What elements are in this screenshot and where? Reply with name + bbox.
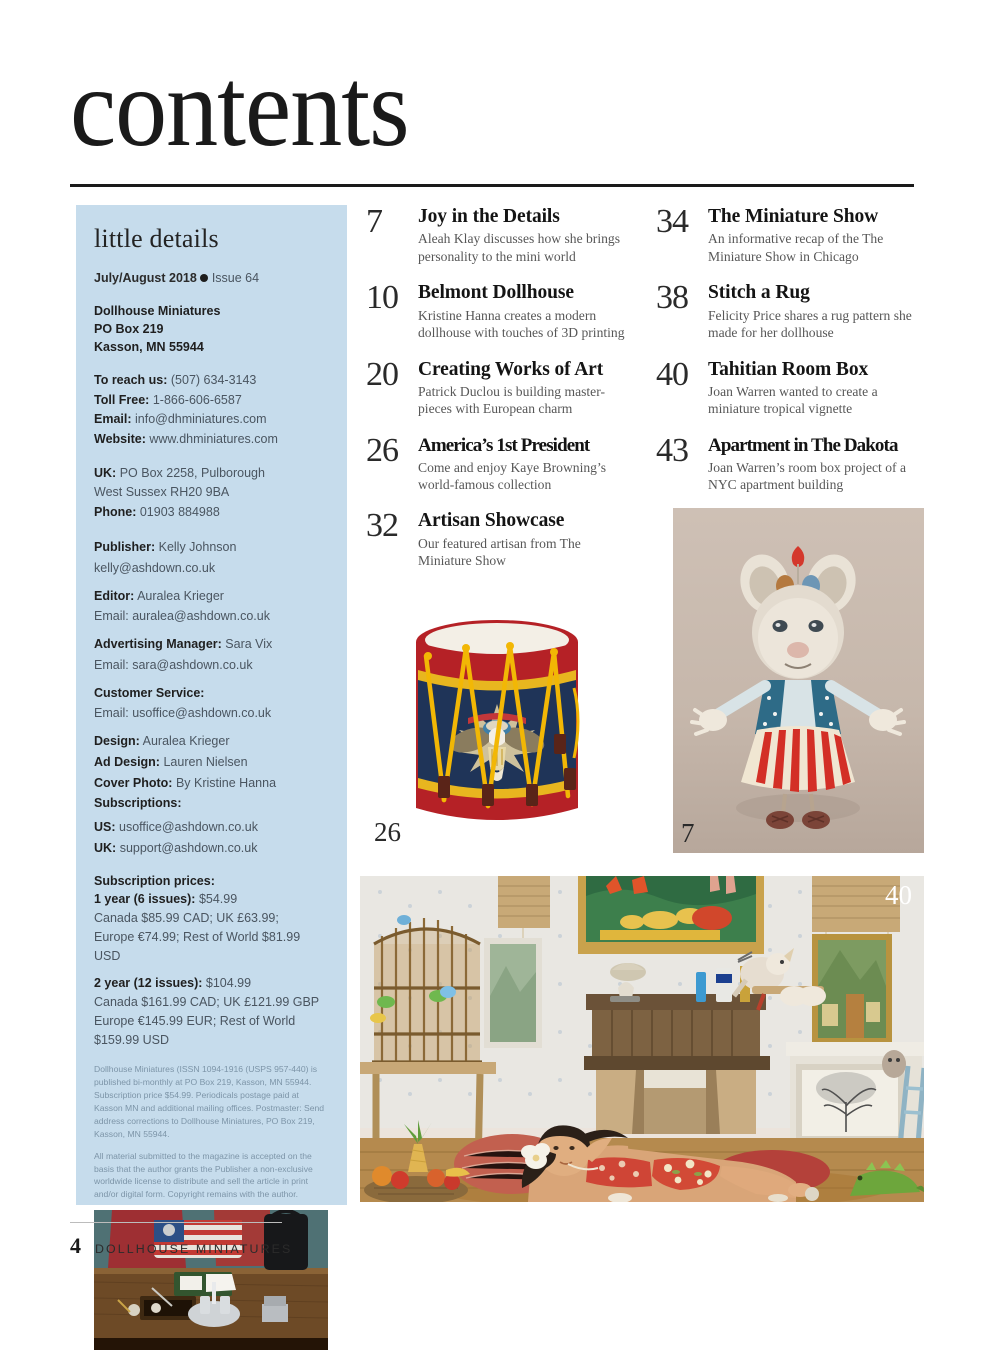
photo-label-mouse: 7 [681, 818, 695, 848]
price-group-2-year [94, 974, 329, 1049]
toc-entry-description: Come and enjoy Kaye Browning’s world-famous collection [418, 459, 607, 493]
legal-notice-copyright: All material submitted to the magazine is accepted on the basis that the author grants the Publisher a non-exclusive worldwide license to distribute and sell the article in print and/or digital form. Copyright remains with the author. [94, 1150, 313, 1200]
subscriptions-row-us [94, 818, 329, 837]
toc-entry-body [708, 206, 924, 265]
staff-label: Publisher: [94, 540, 156, 555]
toc-entry[interactable] [656, 431, 924, 494]
footer-publication-name: DOLLHOUSE MINIATURES [95, 1242, 293, 1256]
uk-office-details [94, 464, 329, 522]
staff-row-design [94, 732, 329, 751]
toc-page-number: 10 [366, 279, 398, 317]
toc-entry[interactable] [656, 279, 924, 341]
subscriptions-value[interactable]: usoffice@ashdown.co.uk [119, 820, 258, 835]
uk-value: West Sussex RH20 9BA [94, 485, 230, 500]
staff-row-customer-service [94, 684, 329, 703]
toc-page-number: 34 [656, 203, 688, 240]
price-group-1-year [94, 890, 329, 965]
toc-entry[interactable] [366, 431, 634, 494]
contact-value: 1-866-606-6587 [152, 392, 242, 407]
toc-entry-body [418, 359, 634, 418]
toc-entry-title: Creating Works of Art [418, 358, 604, 380]
subscriptions-value[interactable]: support@ashdown.co.uk [119, 840, 258, 855]
staff-label: Cover Photo: [94, 775, 173, 790]
staff-label: Advertising Manager: [94, 637, 222, 652]
uk-label: Phone: [94, 504, 137, 519]
toc-page-number: 20 [366, 355, 398, 393]
toc-entry-body [418, 206, 634, 265]
contact-row [94, 391, 329, 410]
contact-value[interactable]: info@dhminiatures.com [135, 412, 267, 427]
toc-entry-description: Joan Warren’s room box project of a NYC apartment building [708, 459, 906, 493]
staff-label: Editor: [94, 588, 135, 603]
address-line: PO Box 219 [94, 322, 164, 337]
toc-page-number: 43 [656, 431, 688, 469]
title-divider [70, 184, 914, 187]
staff-credits [94, 538, 329, 858]
toc-entry-body [418, 282, 634, 341]
toc-entry[interactable] [366, 507, 634, 569]
staff-value: Kelly Johnson [158, 540, 237, 555]
uk-row [94, 464, 329, 483]
toc-entry-body [708, 435, 924, 494]
staff-value: Sara Vix [225, 637, 273, 652]
contact-row-website [94, 430, 329, 449]
staff-value: Auralea Krieger [142, 734, 230, 749]
subscription-prices-heading: Subscription prices: [94, 873, 215, 888]
issue-date: July/August 2018 [94, 270, 197, 285]
toc-entry-title: Belmont Dollhouse [418, 282, 574, 304]
uk-value: 01903 884988 [139, 504, 220, 519]
photo-drum [368, 600, 626, 850]
toc-entry-description: Kristine Hanna creates a modern dollhouse with touches of 3D printing [418, 307, 625, 341]
price-term-label: 1 year (6 issues): [94, 892, 196, 907]
price-line: Canada $161.99 CAD; UK £121.99 GBP [94, 995, 320, 1010]
address-line: Dollhouse Miniatures [94, 304, 221, 319]
subscriptions-label: US: [94, 820, 116, 835]
toc-entry-body [418, 435, 634, 494]
price-term-label: 2 year (12 issues): [94, 976, 203, 991]
uk-row [94, 483, 329, 502]
toc-page-number: 38 [656, 279, 688, 317]
staff-email[interactable]: Email: usoffice@ashdown.co.uk [94, 706, 272, 721]
toc-entry-description: Our featured artisan from The Miniature Show [418, 535, 581, 569]
staff-email[interactable]: Email: sara@ashdown.co.uk [94, 657, 253, 672]
contact-details [94, 371, 329, 449]
toc-entry-title: Tahitian Room Box [708, 358, 869, 380]
price-line: $159.99 USD [94, 1032, 170, 1047]
staff-row-publisher [94, 538, 329, 557]
staff-value: Auralea Krieger [137, 588, 224, 603]
toc-page-number: 40 [656, 355, 688, 393]
subscriptions-heading: Subscriptions: [94, 796, 182, 811]
sidebar-photo-desk-scene [94, 1210, 328, 1350]
staff-row-ad-design [94, 753, 329, 772]
price-term [94, 890, 329, 909]
contact-label: Website: [94, 431, 146, 446]
publisher-address [94, 302, 329, 356]
staff-row-editor [94, 587, 329, 606]
staff-label: Design: [94, 734, 140, 749]
toc-entry-body [708, 359, 924, 418]
toc-page-number: 7 [366, 203, 382, 240]
toc-entry[interactable] [366, 355, 634, 418]
price-line: Europe €74.99; Rest of World $81.99 USD [94, 929, 301, 963]
room-box-illustration [360, 876, 924, 1202]
uk-value: PO Box 2258, Pulborough [119, 465, 265, 480]
footer-page-number: 4 [70, 1233, 81, 1258]
price-line: Canada $85.99 CAD; UK £63.99; [94, 911, 279, 926]
price-term-value: $54.99 [198, 892, 238, 907]
uk-label: UK: [94, 465, 117, 480]
uk-row [94, 503, 329, 522]
photo-tahitian-room-box [360, 876, 924, 1202]
toc-entry[interactable] [656, 203, 924, 265]
toc-entry-body [418, 510, 634, 569]
photo-mouse-figurine [673, 508, 924, 853]
toc-entry-description: Aleah Klay discusses how she brings personality to the mini world [418, 231, 620, 264]
bullet-dot-icon [200, 274, 208, 282]
contact-row [94, 371, 329, 390]
desk-scene-illustration [94, 1210, 328, 1350]
toc-entry-title: The Miniature Show [708, 206, 879, 227]
photo-label-room: 40 [885, 880, 912, 910]
staff-email[interactable]: kelly@ashdown.co.uk [94, 560, 216, 575]
legal-notice-publication: Dollhouse Miniatures (ISSN 1094-1916 (USPS 957-440) is published bi-monthly at PO Box 219, Kasson, MN 55944. Subscription price $54.99. Periodicals postage paid at Kasson MN and additional mailing offices. Postmaster: Send address corrections to Dollhouse Miniatures, PO Box 219, Kasson, MN 55944. [94, 1064, 325, 1139]
little-details-sidebar [76, 205, 347, 1205]
staff-email[interactable]: Email: auralea@ashdown.co.uk [94, 609, 270, 624]
toc-entry-description: Felicity Price shares a rug pattern she made for her dollhouse [708, 307, 912, 341]
toc-entry[interactable] [366, 279, 634, 341]
sidebar-title: little details [94, 224, 219, 253]
toc-entry-description: An informative recap of the The Miniature Show in Chicago [708, 231, 884, 264]
contact-label: Toll Free: [94, 392, 150, 407]
subscription-prices [94, 872, 329, 1050]
toc-entry[interactable] [656, 355, 924, 418]
staff-label: Ad Design: [94, 754, 160, 769]
price-line: Europe €145.99 EUR; Rest of World [94, 1013, 296, 1028]
footer-divider [70, 1222, 282, 1223]
subscriptions-row-uk [94, 839, 329, 858]
toc-page-number: 26 [366, 431, 398, 469]
contact-row-email [94, 410, 329, 429]
subscriptions-label: UK: [94, 840, 117, 855]
staff-row-cover-photo [94, 774, 329, 793]
toc-column-left [366, 203, 634, 587]
toc-entry[interactable] [366, 203, 634, 265]
contact-label: To reach us: [94, 373, 168, 388]
staff-row-advertising [94, 635, 329, 654]
toc-page-number: 32 [366, 507, 398, 545]
contact-label: Email: [94, 412, 132, 427]
page-footer [70, 1233, 292, 1259]
page-title: contents [70, 45, 409, 170]
photo-label-drum: 26 [374, 817, 401, 847]
staff-value: Lauren Nielsen [163, 754, 248, 769]
contact-value: (507) 634-3143 [170, 373, 257, 388]
toc-column-right [656, 203, 924, 510]
issue-line [94, 270, 329, 288]
toc-entry-description: Patrick Duclou is building master-pieces with European charm [418, 383, 605, 417]
toc-entry-description: Joan Warren wanted to create a miniature tropical vignette [708, 383, 878, 417]
address-line: Kasson, MN 55944 [94, 340, 204, 355]
toc-entry-title: Stitch a Rug [708, 282, 810, 304]
toc-entry-title: Artisan Showcase [418, 510, 565, 532]
staff-label: Customer Service: [94, 685, 205, 700]
toc-entry-title: Joy in the Details [418, 206, 560, 227]
drum-illustration [368, 600, 626, 850]
toc-entry-title: Apartment in The Dakota [708, 434, 898, 456]
staff-value: By Kristine Hanna [175, 775, 277, 790]
price-term [94, 974, 329, 993]
contact-value[interactable]: www.dhminiatures.com [149, 431, 278, 446]
mouse-figurine-illustration [673, 508, 924, 853]
issue-number: Issue 64 [211, 270, 260, 285]
price-term-value: $104.99 [205, 976, 252, 991]
toc-entry-title: America’s 1st President [418, 434, 590, 456]
toc-entry-body [708, 282, 924, 341]
